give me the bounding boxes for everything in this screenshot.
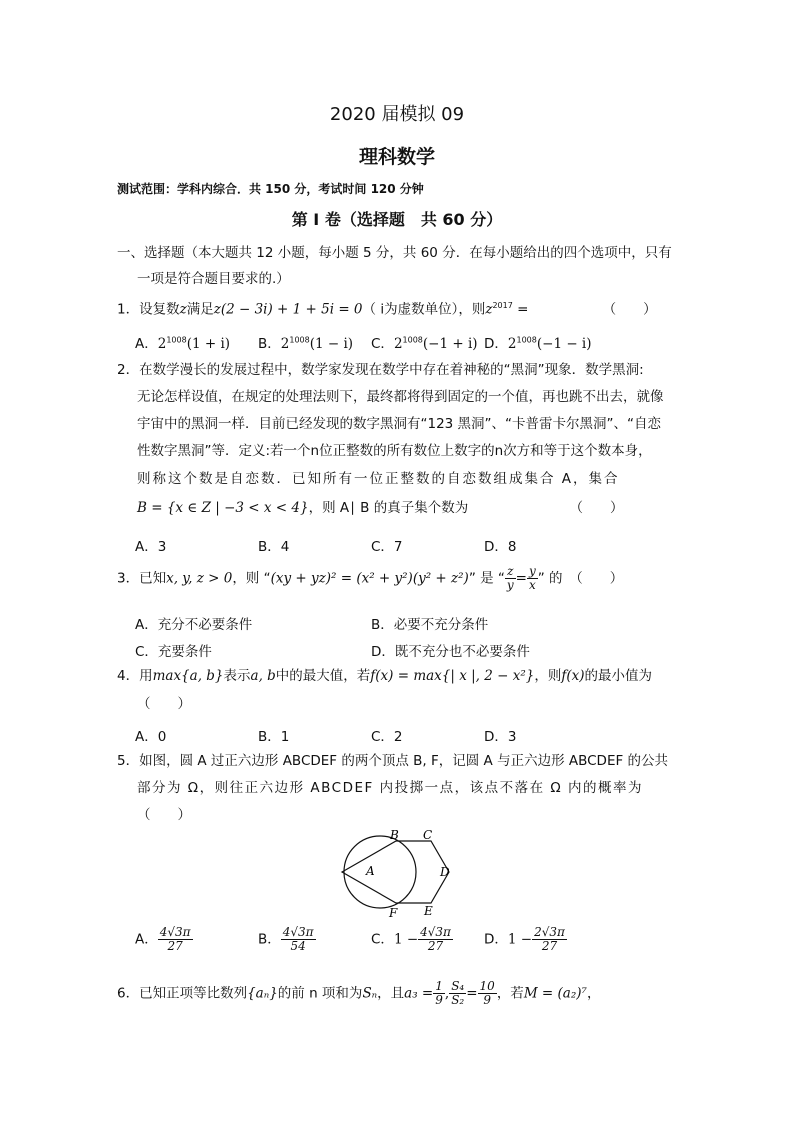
q2-set-b: B = {x ∈ Z | −3 < x < 4}: [137, 500, 309, 516]
q3-equation: (xy + yz)² = (x² + y²)(y² + z²): [270, 570, 469, 587]
q5-line-2: 部分为 Ω，则往正六边形 ABCDEF 内投掷一点，该点不落在 Ω 内的概率为: [137, 780, 643, 796]
q3-fraction-2: $\frac{y}{x}$: [528, 564, 536, 593]
label-b: B: [390, 828, 399, 842]
q1-text-b: 满足: [186, 301, 214, 318]
label-e: E: [424, 904, 433, 918]
exam-title: 2020 届模拟 09: [329, 104, 465, 125]
q5-option-c[interactable]: C．1 − $\frac{4√3\pi}{27}$: [371, 925, 451, 954]
q2-option-c[interactable]: C．7: [371, 539, 403, 555]
question-3-stem: 3．已知x, y, z > 0，则 “(xy + yz)² = (x² + y²)(y² + z²)” 是 “ $\frac{z}{y}$ = $\frac{y}{x}$ ” 的 （ ）: [117, 564, 624, 593]
instructions-line-1: 一、选择题（本大题共 12 小题，每小题 5 分，共 60 分．在每小题给出的四个选项中，只有: [117, 245, 672, 261]
q2-line-6-text: ，则 A∣ B 的真子集个数为 （ ）: [308, 500, 624, 516]
q3-fraction-1: $\frac{z}{y}$: [506, 564, 514, 593]
q3-option-a[interactable]: A．充分不必要条件: [135, 617, 253, 633]
q5-answer-paren: （ ）: [137, 807, 191, 823]
q5-option-a[interactable]: A． $\frac{4√3\pi}{27}$: [135, 925, 191, 954]
hexagon-circle-figure: [336, 828, 466, 918]
label-d: D: [440, 865, 450, 879]
question-1-stem: [117, 302, 657, 317]
q2-line-3: 宇宙中的黑洞一样．目前已经发现的数字黑洞有“123 黑洞”、“卡普雷卡尔黑洞”、“自恋: [137, 416, 662, 432]
question-6-stem: 6．已知正项等比数列{aₙ}的前 n 项和为Sₙ，且a₃ = $\frac{1}{9}$ , $\frac{\text{S₄}}{\text{S₂}}$ = $\frac{10}{9}$ ，若M = (a₂)⁷，: [117, 979, 601, 1008]
q1-power-base: z: [485, 301, 493, 318]
q1-text-c: （ i为虚数单位），则: [362, 301, 486, 318]
circle-a: [344, 836, 416, 908]
label-c: C: [423, 828, 433, 842]
q2-line-1: 2．在数学漫长的发展过程中，数学家发现在数学中存在着神秘的“黑洞”现象．数学黑洞:: [117, 362, 644, 378]
q4-option-c[interactable]: C．2: [371, 729, 403, 745]
q2-line-2: 无论怎样设值，在规定的处理法则下，最终都将得到固定的一个值，再也跳不出去，就像: [137, 389, 664, 405]
q3-option-d[interactable]: D．既不充分也不必要条件: [371, 644, 530, 660]
q3-option-b[interactable]: B．必要不充分条件: [371, 617, 489, 633]
q4-option-a[interactable]: A．0: [135, 729, 167, 745]
test-scope: 测试范围：学科内综合．共 150 分，考试时间 120 分钟: [117, 182, 424, 196]
q2-line-5: 则称这个数是自恋数．已知所有一位正整数的自恋数组成集合 A，集合: [137, 471, 620, 487]
q1-option-b[interactable]: B．$2^{1008}(1 - i)$: [258, 335, 354, 352]
label-f: F: [389, 906, 398, 918]
q2-option-a[interactable]: A．3: [135, 539, 167, 555]
q2-option-d[interactable]: D．8: [484, 539, 517, 555]
q4-option-d[interactable]: D．3: [484, 729, 517, 745]
exam-subtitle: 理科数学: [358, 146, 435, 168]
q2-option-b[interactable]: B．4: [258, 539, 290, 555]
hexagon-abcdef: [342, 841, 449, 903]
q1-text-d: = （ ）: [512, 301, 657, 318]
question-4-stem: 4．用max{a, b}表示a, b中的最大值，若f(x) = max{| x |, 2 − x²}，则f(x)的最小值为: [117, 668, 653, 684]
section-heading: 第 I 卷（选择题 共 60 分）: [291, 210, 503, 229]
q5-option-d[interactable]: D．1 − $\frac{2√3\pi}{27}$: [484, 925, 565, 954]
q5-option-b[interactable]: B． $\frac{4√3\pi}{54}$: [258, 925, 314, 954]
q5-line-1: 5．如图，圆 A 过正六边形 ABCDEF 的两个顶点 B, F，记圆 A 与正六边形 ABCDEF 的公共: [117, 753, 669, 769]
instructions-line-2: 一项是符合题目要求的.）: [137, 271, 290, 287]
q3-vars: x, y, z > 0: [166, 570, 233, 587]
q2-line-6: [137, 502, 623, 516]
q1-var-z: z: [179, 301, 187, 318]
q1-option-d[interactable]: D．$2^{1008}(-1 - i)$: [484, 335, 592, 352]
q1-power-exp: 2017: [492, 301, 513, 310]
label-a: A: [366, 864, 375, 878]
q1-text-a: 1．设复数: [117, 301, 180, 318]
q1-equation: z(2 − 3i) + 1 + 5i = 0: [213, 301, 363, 318]
q4-option-b[interactable]: B．1: [258, 729, 290, 745]
q4-answer-paren: （ ）: [137, 696, 191, 712]
q1-option-a[interactable]: A．$2^{1008}(1 + i)$: [135, 335, 231, 352]
q2-line-4: 性数字黑洞”等．定义:若一个n位正整数的所有数位上数字的n次方和等于这个数本身，: [137, 443, 652, 459]
q1-option-c[interactable]: C．$2^{1008}(-1 + i)$: [371, 335, 478, 352]
q3-option-c[interactable]: C．充要条件: [135, 644, 212, 660]
